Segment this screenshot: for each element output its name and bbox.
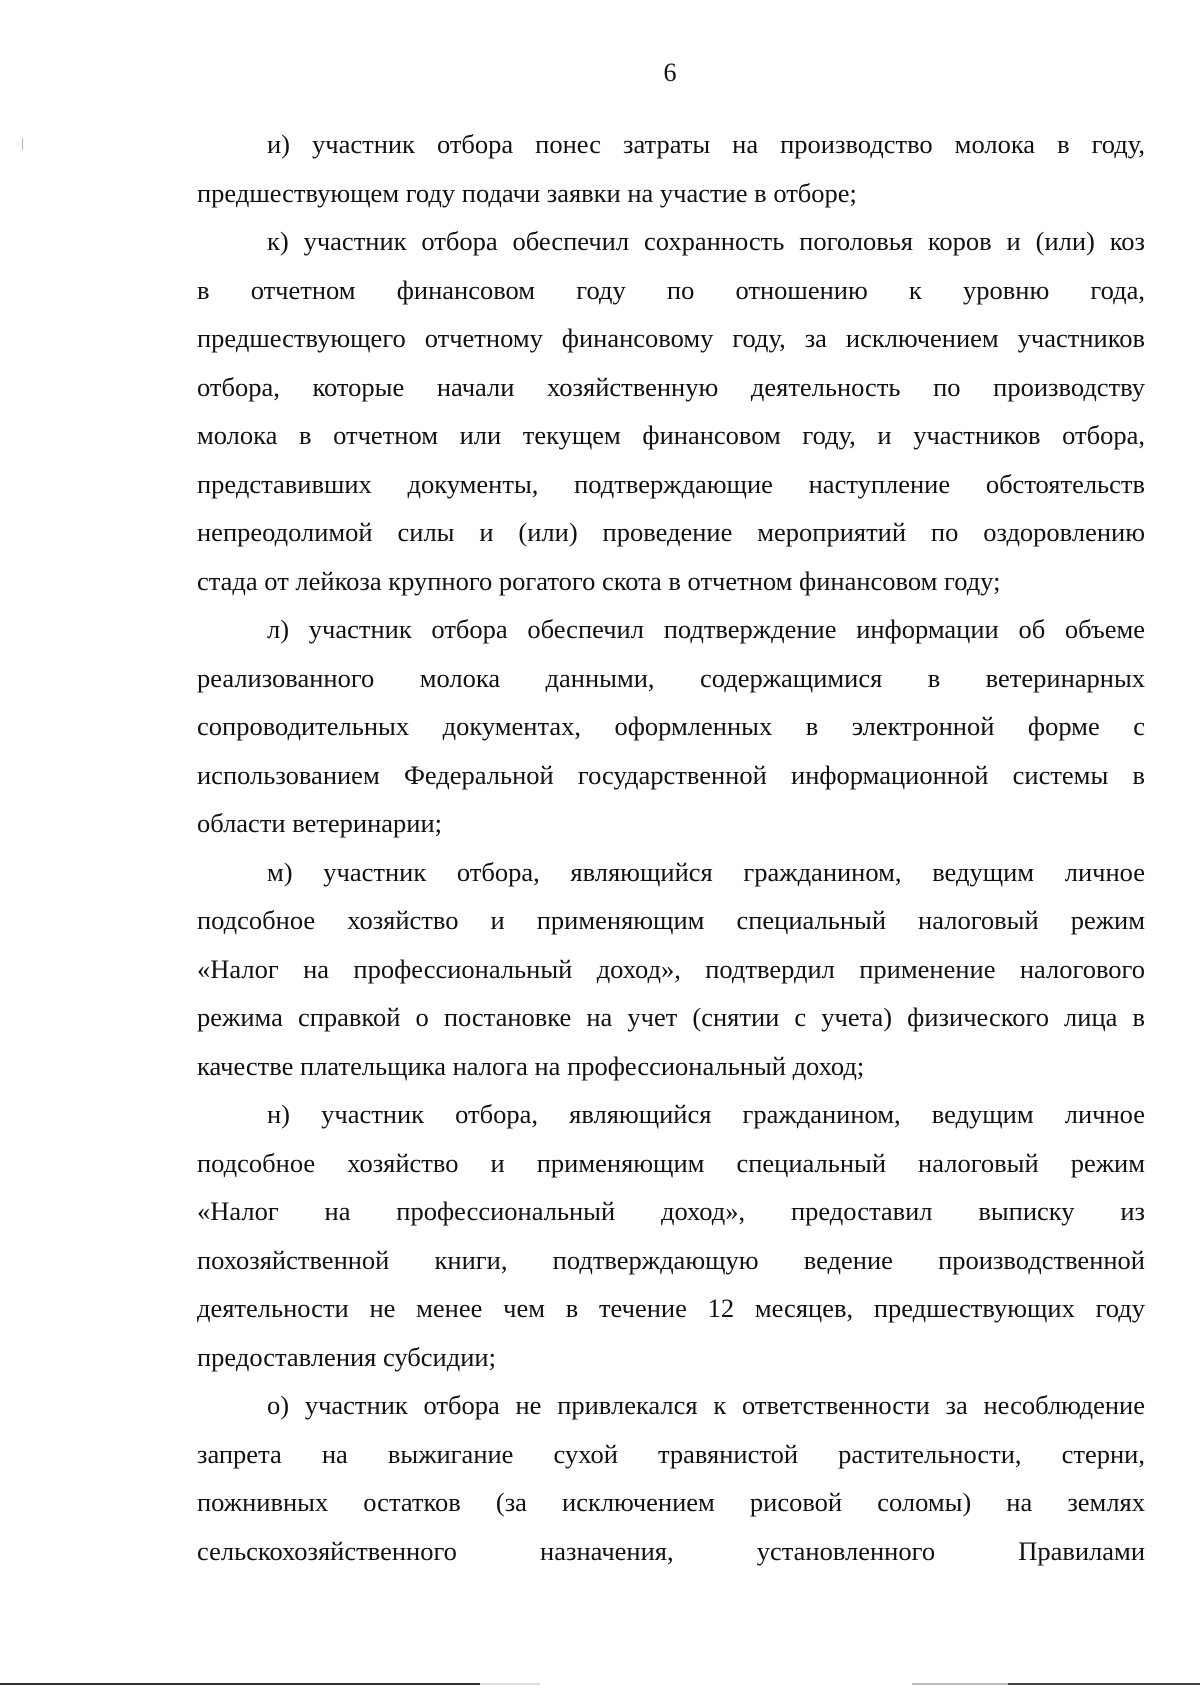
text-line: предшествующем году подачи заявки на участие в отборе; (197, 177, 857, 208)
text-line: стада от лейкоза крупного рогатого скота в отчетном финансовом году; (197, 565, 1001, 596)
text-line: л) участник отбора обеспечил подтверждение информации об объеме (267, 614, 1145, 644)
text-line: непреодолимой силы и (или) проведение мероприятий по оздоровлению (197, 517, 1145, 547)
text-line: области ветеринарии; (197, 808, 443, 838)
text-line: сельскохозяйственного назначения, установленного Правилами (197, 1535, 1145, 1566)
text-line: подсобное хозяйство и применяющим специальный налоговый режим (197, 1147, 1145, 1178)
text-line: режима справкой о постановке на учет (снятии с учета) физического лица в (197, 1002, 1145, 1032)
text-line: деятельности не менее чем в течение 12 месяцев, предшествующих году (197, 1293, 1145, 1323)
text-line: похозяйственной книги, подтверждающую ведение производственной (197, 1244, 1145, 1275)
text-line: пожнивных остатков (за исключением рисовой соломы) на землях (197, 1487, 1145, 1517)
text-line: отбора, которые начали хозяйственную деятельность по производству (197, 371, 1145, 402)
document-body (197, 120, 1145, 1575)
text-line: молока в отчетном или текущем финансовом году, и участников отбора, (197, 420, 1145, 450)
text-line: и) участник отбора понес затраты на производство молока в году, (267, 129, 1145, 159)
text-line: представивших документы, подтверждающие наступление обстоятельств (197, 468, 1145, 499)
text-line: качестве плательщика налога на профессиональный доход; (197, 1050, 865, 1081)
text-line: «Налог на профессиональный доход», предоставил выписку из (197, 1196, 1145, 1226)
scan-bottom-edge (0, 1683, 1200, 1685)
text-line: предшествующего отчетному финансовому году, за исключением участников (197, 323, 1145, 353)
text-line: использованием Федеральной государственной информационной системы в (197, 759, 1145, 790)
paragraph-n (197, 1090, 1145, 1381)
text-line: м) участник отбора, являющийся гражданином, ведущим личное (267, 856, 1145, 887)
text-line: предоставления субсидии; (197, 1341, 496, 1372)
scan-margin-mark (22, 138, 23, 150)
paragraph-m (197, 848, 1145, 1091)
text-line: о) участник отбора не привлекался к ответственности за несоблюдение (267, 1390, 1145, 1420)
page-number: 6 (663, 58, 677, 87)
text-line: запрета на выжигание сухой травянистой растительности, стерни, (197, 1438, 1145, 1469)
paragraph-o (197, 1381, 1145, 1575)
paragraph-i (197, 120, 1145, 217)
text-line: подсобное хозяйство и применяющим специальный налоговый режим (197, 905, 1145, 935)
text-line: в отчетном финансовом году по отношению к уровню года, (197, 274, 1145, 305)
paragraph-l (197, 605, 1145, 848)
text-line: к) участник отбора обеспечил сохранность поголовья коров и (или) коз (267, 226, 1145, 256)
paragraph-k (197, 217, 1145, 605)
text-line: «Налог на профессиональный доход», подтвердил применение налогового (197, 953, 1145, 984)
text-line: реализованного молока данными, содержащимися в ветеринарных (197, 662, 1145, 693)
text-line: н) участник отбора, являющийся гражданином, ведущим личное (267, 1099, 1145, 1129)
text-line: сопроводительных документах, оформленных в электронной форме с (197, 711, 1145, 741)
